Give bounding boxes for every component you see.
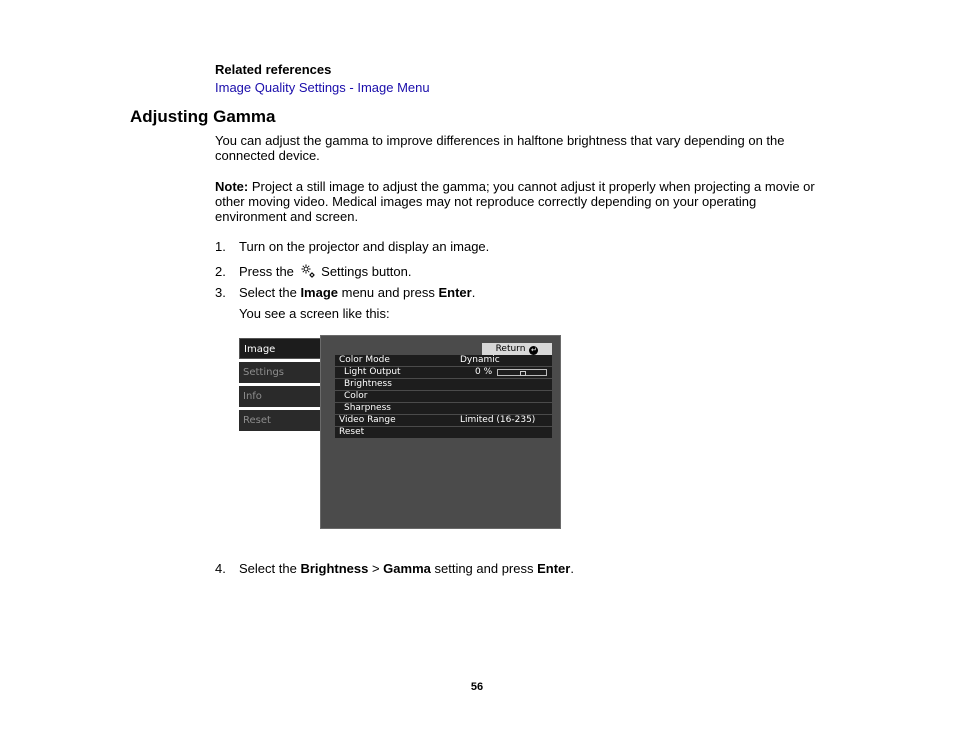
section-title: Adjusting Gamma: [130, 107, 276, 126]
return-arrow-icon: ↵: [531, 346, 537, 354]
step-3: [215, 285, 475, 300]
step-text-pre: Press the: [239, 264, 298, 279]
intro-line-2: connected device.: [215, 148, 320, 163]
row-label: Color: [344, 391, 368, 401]
row-label: Reset: [339, 427, 365, 437]
step-text-mid: setting and press: [430, 561, 538, 576]
menu-row-video-range: [335, 415, 552, 426]
row-value: 0 %: [475, 367, 493, 377]
step-text-post: Settings button.: [317, 264, 412, 279]
row-label: Light Output: [344, 367, 401, 377]
note-label: Note:: [215, 179, 249, 194]
row-value: Limited (16-235): [460, 415, 536, 425]
step-2: [215, 263, 411, 282]
row-label: Color Mode: [339, 355, 390, 365]
settings-gear-icon: [300, 263, 316, 282]
related-references-heading: Related references: [215, 62, 332, 77]
intro-paragraph: [215, 133, 835, 163]
menu-row-color: [335, 391, 552, 402]
step-number: 3.: [215, 285, 226, 300]
row-label: Video Range: [339, 415, 396, 425]
menu-tab-image: Image: [239, 338, 328, 359]
step-text-pre: Select the: [239, 285, 301, 300]
menu-row-sharpness: [335, 403, 552, 414]
step-text-pre: Select the: [239, 561, 301, 576]
step-text-post: .: [471, 285, 476, 300]
step-number: 1.: [215, 239, 226, 254]
step-1: [215, 239, 489, 254]
menu-panel: [320, 335, 561, 529]
step-text-mid: menu and press: [338, 285, 439, 300]
gamma-term: Gamma: [383, 561, 431, 576]
note-paragraph: [215, 179, 835, 224]
step-text-post: .: [570, 561, 574, 576]
step-text: Turn on the projector and display an image.: [239, 239, 490, 254]
step-number: 4.: [215, 561, 226, 576]
note-line-2: other moving video. Medical images may not reproduce correctly depending on your operating: [215, 194, 757, 209]
step-text-mid: >: [368, 561, 384, 576]
enter-term: Enter: [537, 561, 571, 576]
row-label: Brightness: [344, 379, 392, 389]
menu-row-light-output: [335, 367, 552, 378]
menu-row-reset: [335, 427, 552, 438]
image-term: Image: [300, 285, 339, 300]
see-screen-text: You see a screen like this:: [239, 306, 390, 321]
intro-line-1: You can adjust the gamma to improve differences in halftone brightness that vary depending on the: [215, 133, 785, 148]
menu-tab-settings: Settings: [239, 362, 326, 383]
return-label: Return: [495, 344, 526, 354]
projector-menu-screenshot: [239, 335, 561, 529]
brightness-term: Brightness: [300, 561, 369, 576]
note-line-3: environment and screen.: [215, 209, 359, 224]
light-output-slider: [497, 369, 547, 376]
menu-row-color-mode: [335, 355, 552, 366]
enter-term: Enter: [438, 285, 472, 300]
menu-tab-info: Info: [239, 386, 326, 407]
menu-rows: [335, 355, 552, 439]
step-4: [215, 561, 574, 576]
page-number: 56: [470, 681, 484, 693]
row-value: Dynamic: [460, 355, 500, 365]
row-label: Sharpness: [344, 403, 391, 413]
slider-knob: [520, 371, 526, 376]
menu-tab-reset: Reset: [239, 410, 326, 431]
step-number: 2.: [215, 264, 226, 279]
menu-row-brightness: [335, 379, 552, 390]
image-quality-settings-link[interactable]: Image Quality Settings - Image Menu: [215, 80, 430, 95]
note-line-1: Project a still image to adjust the gamma; you cannot adjust it properly when projecting a movie or: [248, 179, 815, 194]
